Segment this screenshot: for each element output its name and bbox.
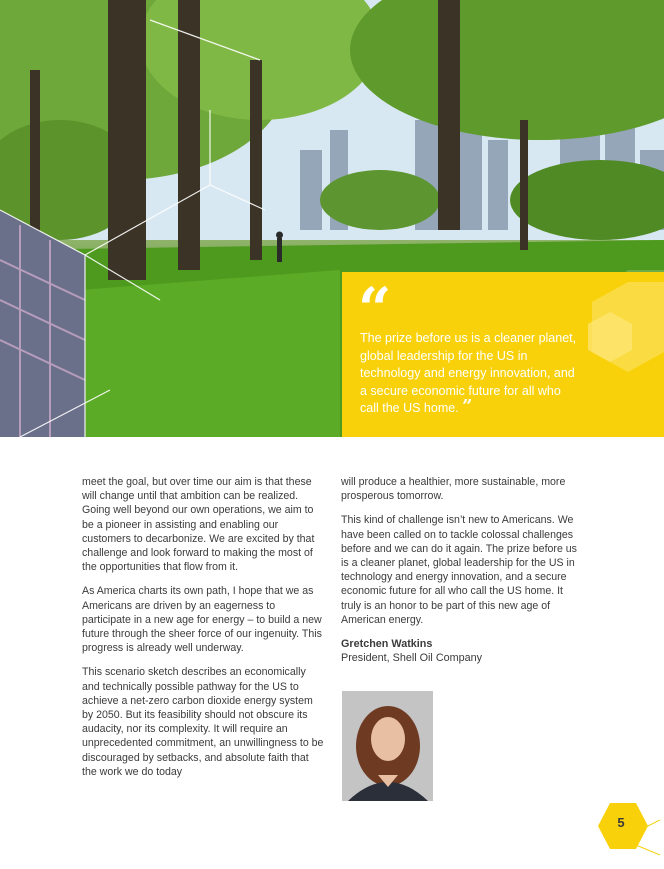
paragraph: will produce a healthier, more sustainable, more prosperous tomorrow. [341,476,566,503]
open-quote-icon: “ [358,275,392,343]
body-column-right [341,475,581,665]
pull-quote-text: The prize before us is a cleaner planet, global leadership for the US in technology and energy innovation, and a secure economic future for all who call the US home. [360,331,577,415]
close-quote-icon: ” [462,396,473,417]
paragraph: This kind of challenge isn’t new to Americans. We have been called on to tackle colossal challenges before and we can do it again. The prize before us is a cleaner planet, global leadership for the US in technology and energy innovation, and a secure economic future for all who call the US home. It truly is an honor to be part of this new age of American energy. [341,514,577,626]
pull-quote [360,330,580,418]
signature-title: President, Shell Oil Company [341,652,483,665]
portrait-photo [342,691,433,801]
paragraph: This scenario sketch describes an economically and technically possible pathway for the US to achieve a net-zero carbon dioxide energy system by 2050. But its feasibility should not obscure its audacity, nor its complexity. It will require an unprecedented commitment, an unwillingness to be discouraged by setbacks, and absolute faith that the work we do today [82,666,324,778]
portrait-illustration [342,691,433,801]
page-number-hexagon [596,800,660,860]
paragraph: meet the goal, but over time our aim is that these will change until that ambition can be realized. Going well beyond our own operations, we aim to be a pioneer in assisting and enabling our customers to decarbonize. We are excited by that challenge and look forward to making the most of the opportunities that flow from it. [82,476,315,574]
body-column-left [82,475,326,789]
page-number: 5 [617,815,625,830]
signature-name: Gretchen Watkins [341,638,433,651]
paragraph: As America charts its own path, I hope that we as Americans are driven by an eagerness to participate in a new age for energy – to build a new future through the sheer force of our ingenuity. This progress is already well underway. [82,585,322,655]
